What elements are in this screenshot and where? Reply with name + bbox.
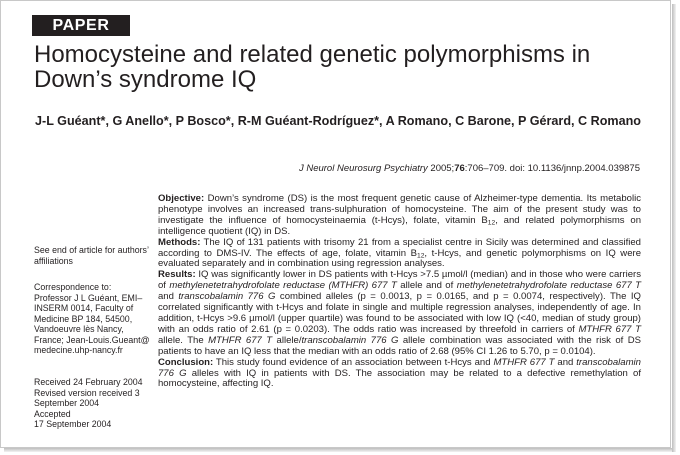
affiliations-note: See end of article for authors’ affiliations — [34, 245, 149, 266]
conclusion-text: This study found evidence of an association between t-Hcys and — [215, 356, 494, 368]
objective-subscript: 12 — [487, 219, 496, 227]
correspondence-block — [34, 282, 152, 356]
accepted-label: Accepted — [34, 408, 71, 419]
results-text: allele. The — [158, 334, 209, 346]
conclusion-label: Conclusion: — [158, 356, 214, 368]
conclusion-text: alleles with IQ in patients with DS. The association may be related to a defective remethylation of homocysteine, affecting IQ. — [158, 367, 641, 390]
objective-text: Down’s syndrome (DS) is the most frequent genetic cause of Alzheimer-type dementia. Its metabolic phenotype involves an increased trans-sulphuration of homocysteine. The aim of the present study was to investigate the influence of homocysteinaemia (t-Hcys), folate, vitamin B — [158, 193, 641, 226]
received-date: Received 24 February 2004 — [34, 377, 143, 387]
methods-label: Methods: — [158, 236, 201, 248]
abstract — [158, 194, 641, 390]
revised-date: Revised version received 3 September 2004 — [34, 387, 140, 408]
correspondence-label: Correspondence to: — [34, 282, 112, 292]
results-text: and — [158, 291, 179, 303]
journal-name: J Neurol Neurosurg Psychiatry — [298, 163, 428, 174]
abstract-conclusion — [158, 358, 641, 391]
correspondence-address: Professor J L Guéant, EMI–INSERM 0014, Faculty of Medicine BP 184, 54500, Vandoeuvre lès Nancy, France; Jean-Louis.Gueant@ medecine.uhp-nancy.fr — [34, 292, 150, 355]
citation-volume: 76 — [454, 163, 465, 174]
results-italic: MTHFR 677 T — [578, 323, 641, 335]
results-text: IQ was significantly lower in DS patients with t-Hcys >7.5 µmol/l (median) and in those who were carriers of — [158, 269, 641, 292]
results-italic: transcobalamin 776 G — [178, 291, 276, 303]
results-italic: methylenetetrahydrofolate reductase 677 T — [456, 280, 641, 292]
methods-subscript: 12 — [417, 252, 425, 260]
results-text: allele combination was associated with the risk of DS patients to have an IQ less that the median with an odds ratio of 2.68 (95% CI 1.26 to 5.70, p = 0.0104). — [158, 334, 641, 357]
author-list: J-L Guéant*, G Anello*, P Bosco*, R-M Guéant-Rodríguez*, A Romano, C Barone, P Gérard, C Romano — [35, 114, 641, 128]
conclusion-italic: MTHFR 677 T — [493, 356, 555, 368]
objective-text-end: , and related polymorphisms on intelligence quotient (IQ) in DS. — [158, 214, 641, 237]
results-text: combined alleles (p = 0.0013, p = 0.0165, and p = 0.0074, respectively). The IQ correlated significantly with t-Hcys and folate in single and multiple regression analyses, independently of age. In addition, t-Hcys >9.6 µmol/l (upper quartile) was found to be associated with low IQ (<40, median of study group) with an odds ratio of 2.61 (p = 0.0203). The odds ratio was increased by threefold in carriers of — [158, 291, 641, 335]
results-text: allele/ — [272, 334, 302, 346]
results-italic: transcobalamin 776 G — [301, 334, 399, 346]
citation-line — [262, 162, 640, 175]
abstract-objective — [158, 194, 641, 238]
citation-pages-doi: :706–709. doi: 10.1136/jnnp.2004.039875 — [464, 163, 640, 174]
page-shadow — [4, 448, 676, 452]
results-italic: methylenetetrahydrofolate reductase (MTHFR) 677 T — [169, 280, 397, 292]
article-title: Homocysteine and related genetic polymorphisms in Down’s syndrome IQ — [34, 41, 591, 93]
section-badge: PAPER — [32, 15, 130, 36]
results-text: allele and of — [396, 280, 457, 292]
citation-year: 2005; — [430, 163, 455, 174]
history-block — [34, 377, 152, 430]
conclusion-text: and — [554, 356, 577, 368]
methods-text-end: , t-Hcys, and genetic polymorphisms on IQ were evaluated separately and in combination using regression analyses. — [158, 247, 642, 270]
accepted-date: 17 September 2004 — [34, 419, 112, 429]
methods-text: The IQ of 131 patients with trisomy 21 from a specialist centre in Sicily was determined and classified according to DMS-IV. The effects of age, folate, vitamin B — [158, 236, 641, 259]
objective-label: Objective: — [158, 193, 205, 204]
conclusion-italic: transcobalamin 776 G — [158, 356, 641, 379]
results-italic: MTHFR 677 T — [208, 334, 273, 346]
abstract-results — [158, 270, 641, 357]
abstract-methods — [158, 238, 641, 271]
results-label: Results: — [158, 269, 196, 281]
